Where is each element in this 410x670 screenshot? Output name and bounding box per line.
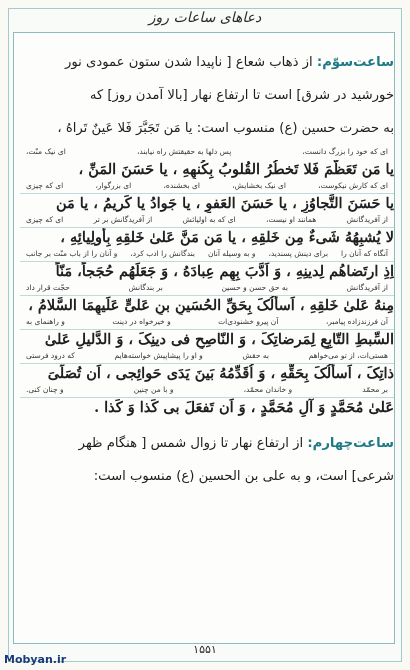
translation-line-1: ای که خود را بزرگ دانست، پس دلها به حقیقتش راه نیابند، ای نیک منّت،: [26, 147, 388, 156]
page-header: دعاهای ساعات روز: [148, 10, 262, 26]
arabic-line-4: اِذِ ارتَضاهُم لِدینِهِ ، وَ اَدَّبَ بِهِم عِبادَهُ ، وَ جَعَلَهُم حُجَجاً، مَنّاً: [55, 263, 394, 280]
arabic-line-2: یا حَسَنَ التَّجاوُزِ ، یا حَسَنَ العَفوِ ، یا جَوادُ یا کَریمُ ، یا مَن: [55, 195, 394, 212]
translation-line-4: آنگاه که آنان را برای دینش پسندید، و به وسیله آنان بندگانش را ادب کرد، و آنان را از باب منّت بر جانب: [20, 247, 394, 262]
translation-line-6: آن فرزندزاده پیامبر، آن پیرو خشنودی‌ات و خیرخواه در دینت و راهنمای به: [20, 315, 394, 330]
section3-line-1: ساعت‌سوّم: از ذهاب شعاع [ ناپیدا شدن ستون عمودی نور: [64, 55, 394, 70]
arabic-line-3: لا یُشبِهُهُ شَیءٌ مِن خَلقِهِ ، یا مَن مَنَّ عَلیٰ خَلقِهِ بِأَولِیائِهِ ،: [60, 229, 394, 246]
translation-line-3: از آفریدگانش همانند او نیست، ای که به اولیائش از آفریدگانش بر تر ای که چیزی: [20, 213, 394, 228]
translation-line-2: ای که کارش نیکوست، ای نیک بخشایش، ای بخشنده، ای بزرگوار، ای که چیزی: [20, 179, 394, 194]
section3-line-3: به حضرت حسین (ع) منسوب است: یا مَن تَجَبَّرَ فَلا عَینٌ تَراهُ ،: [57, 121, 394, 136]
site-watermark: Mobyan.ir: [4, 653, 67, 666]
section3-title: ساعت‌سوّم:: [316, 55, 394, 70]
section4-title: ساعت‌چهارم:: [307, 436, 394, 451]
page-number: ۱۵۵۱: [193, 643, 217, 656]
arabic-line-1: یا مَن تَعَظَّمَ فَلا تَخطُرُ القُلوبُ بِکُنهِهِ ، یا حَسَنَ المَنِّ ،: [78, 161, 394, 178]
section4-line-1: ساعت‌چهارم: از ارتفاع نهار تا زوال شمس [ هنگام ظهر: [78, 436, 394, 451]
translation-line-8: بر محمّد و خاندان محمّد، و با من چنین و چنان کنی.: [20, 383, 394, 398]
translation-line-7: هستی‌ات، از تو می‌خواهم به حقش و او را پیشاپیش خواسته‌هایم که درود فرستی: [20, 349, 394, 364]
arabic-line-6: السِّبطِ التّابِعِ لِمَرضاتِکَ ، وَ النّاصِحِ فی دینِکَ ، وَ الدَّلیلِ عَلیٰ: [44, 331, 394, 348]
text-body: [20, 46, 394, 493]
section3-line-2: خورشید در شرق] است تا ارتفاع نهار [بالا آمدن روز] که: [89, 88, 394, 103]
arabic-line-8: عَلیٰ مُحَمَّدٍ وَ آلِ مُحَمَّدٍ ، وَ اَن تَفعَلَ بی کَذا وَ کَذا .: [94, 399, 394, 416]
translation-line-5: از آفریدگانش به حق حسن و حسین بر بندگانش حجّت قرار داد: [20, 281, 394, 296]
section4-line-2: شرعی] است، و به علی بن الحسین (ع) منسوب است:: [93, 469, 394, 484]
arabic-line-7: ذاتِکَ ، اَسأَلُکَ بِحَقِّهِ ، وَ اُقَدِّمُهُ بَینَ یَدَی حَوائِجی ، اَن تُصَلِّیَ: [47, 365, 394, 382]
arabic-line-5: مِنهُ عَلیٰ خَلقِهِ ، اَسأَلُکَ بِحَقِّ الحُسَینِ بنِ عَلیٍّ عَلَیهِمَا السَّلامُ ،: [28, 297, 394, 314]
